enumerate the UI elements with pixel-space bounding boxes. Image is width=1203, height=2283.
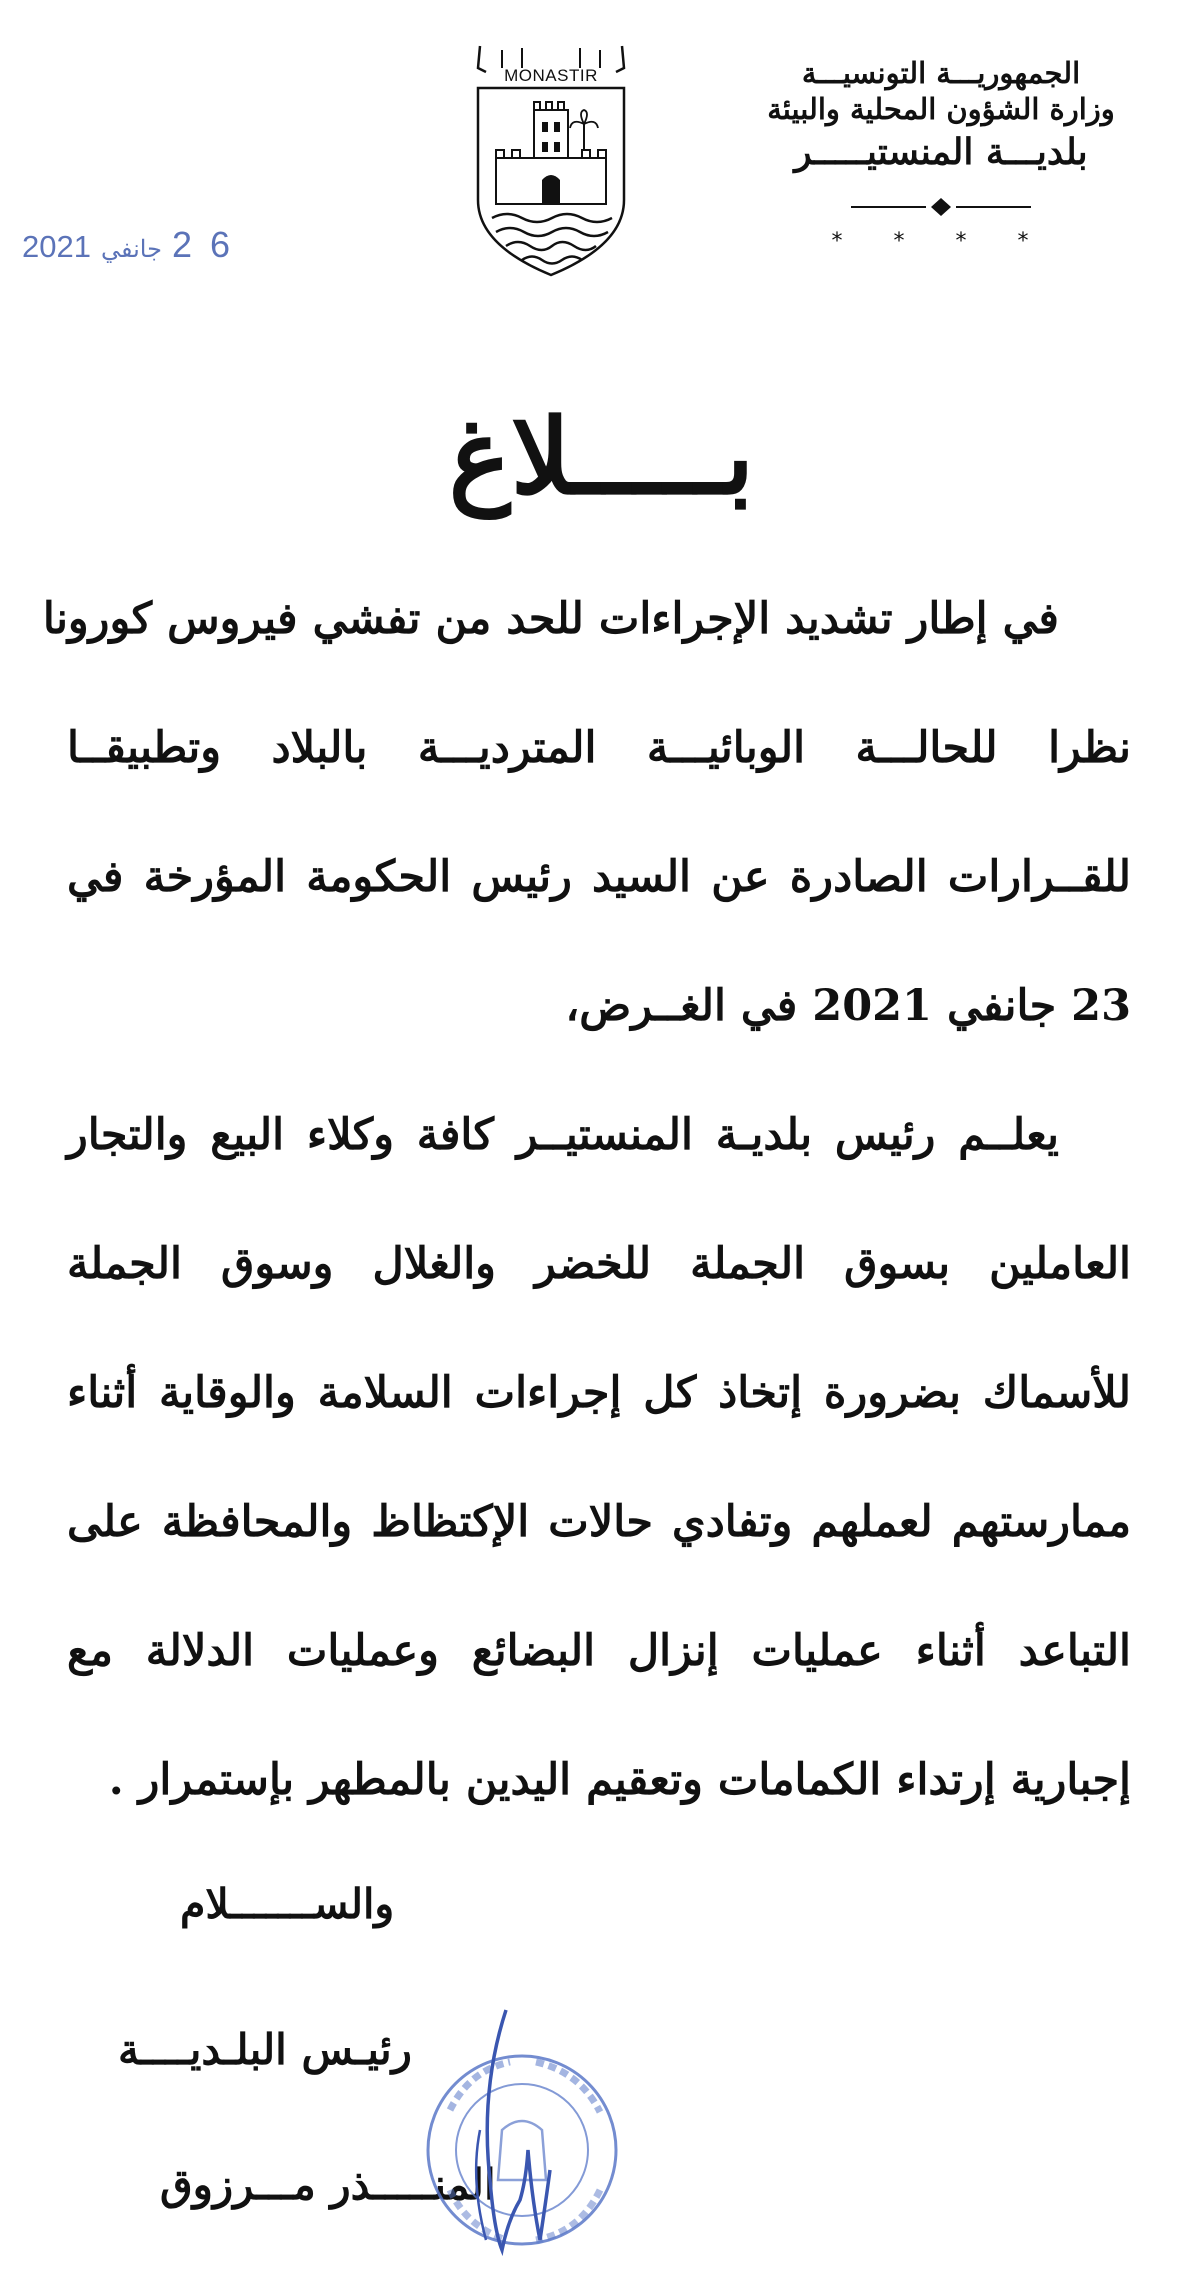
stamp-day: 2 6 [171,224,234,265]
signatory-title: رئيـس البلـديــــة [118,2025,412,2074]
document-title: بـــــلاغ [448,395,755,518]
letterhead-divider [851,197,1031,217]
body-line: يعلــم رئيس بلديـة المنستيــر كافة وكلاء البيع والتجار [67,1110,1059,1160]
official-seal [410,2000,650,2280]
body-line: في إطار تشديد الإجراءات للحد من تفشي فيروس كورونا [42,594,1059,644]
republic-name: الجمهوريـــة التونسيـــة [801,56,1081,90]
body-line: إجبارية إرتداء الكمامات وتعقيم اليدين بالمطهر بإستمرار . [108,1755,1131,1805]
municipality-emblem [472,40,630,280]
received-date-stamp [22,224,234,266]
body-line: للأسماك بضرورة إتخاذ كل إجراءات السلامة والوقاية أثناء [67,1368,1131,1418]
stamp-year: 2021 [22,229,91,264]
emblem-label: MONASTIR [504,66,598,85]
body-line: العاملين بسوق الجملة للخضر والغلال وسوق الجملة [67,1239,1131,1289]
letterhead [751,55,1131,254]
body-line: التباعد أثناء عمليات إنزال البضائع وعمليات الدلالة مع [67,1626,1131,1676]
body-line: 23 جانفي 2021 في الغــرض، [565,981,1131,1031]
signatory-name: المنـــــذر مـــرزوق [160,2160,496,2209]
municipality-name: بلديـــة المنستيـــــر [794,131,1088,173]
letterhead-stars: * * * * [831,229,1051,254]
body-line: نظرا للحالـــة الوبائيـــة المترديـــة بالبلاد وتطبيقــا [67,723,1131,773]
body-line: ممارستهم لعملهم وتفادي حالات الإكتظاظ والمحافظة على [67,1497,1131,1547]
closing-salutation: والســـــــلام [180,1880,395,1928]
stamp-month: جانفي [100,236,162,263]
seal-stamp-icon [410,2000,650,2280]
ministry-name: وزارة الشؤون المحلية والبيئة [767,92,1115,126]
announcement-body [42,555,1131,1845]
body-line: للقــرارات الصادرة عن السيد رئيس الحكومة المؤرخة في [67,852,1131,902]
